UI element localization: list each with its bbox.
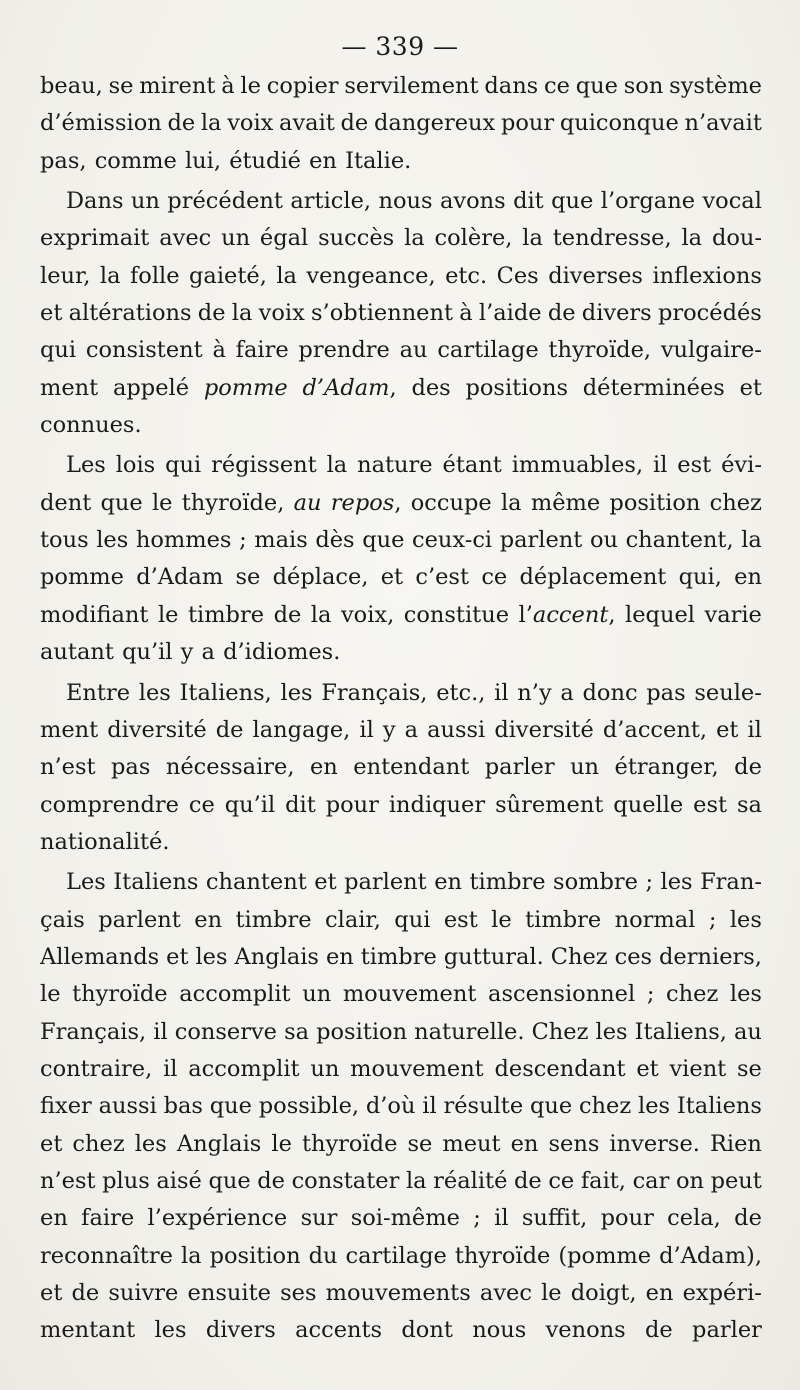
text-line: nationalité.: [40, 828, 170, 855]
body-text: [40, 68, 762, 1350]
text-line: Les lois qui régissent la nature étant immuables, il est évi-: [66, 452, 762, 479]
text-line: contraire, il accomplit un mouvement descendant et vient se: [40, 1055, 762, 1082]
text-line: n’est pas nécessaire, en entendant parler un étranger, de: [40, 754, 762, 781]
text-line: Français, il conserve sa position naturelle. Chez les Italiens, au: [40, 1018, 762, 1045]
text-line: connues.: [40, 412, 142, 439]
text-line: beau, se mirent à le copier servilement dans ce que son système: [40, 73, 762, 99]
text-line: Allemands et les Anglais en timbre guttural. Chez ces derniers,: [40, 943, 762, 970]
text-line: pas, comme lui, étudié en Italie.: [40, 147, 412, 174]
text-line: autant qu’il y a d’idiomes.: [40, 639, 341, 666]
text-line: ment diversité de langage, il y a aussi diversité d’accent, et il: [40, 716, 762, 743]
text-line: ment appelé pomme d’Adam, des positions déterminées et: [40, 374, 762, 401]
text-line: dent que le thyroïde, au repos, occupe la même position chez: [40, 489, 762, 516]
text-line: et chez les Anglais le thyroïde se meut en sens inverse. Rien: [40, 1130, 762, 1157]
text-line: Dans un précédent article, nous avons dit que l’organe vocal: [66, 188, 762, 215]
text-line: çais parlent en timbre clair, qui est le timbre normal ; les: [40, 906, 762, 933]
text-line: Les Italiens chantent et parlent en timbre sombre ; les Fran-: [66, 869, 762, 896]
text-line: qui consistent à faire prendre au cartilage thyroïde, vulgaire-: [40, 337, 762, 364]
text-line: leur, la folle gaieté, la vengeance, etc. Ces diverses inflexions: [40, 262, 762, 289]
page-number: — 339 —: [341, 32, 459, 61]
text-line: n’est plus aisé que de constater la réalité de ce fait, car on peut: [40, 1167, 762, 1194]
text-line: modifiant le timbre de la voix, constitue l’accent, lequel varie: [40, 601, 762, 628]
paragraph: [40, 864, 762, 1349]
text-line: en faire l’expérience sur soi-même ; il suffit, pour cela, de: [40, 1205, 762, 1232]
text-line: et de suivre ensuite ses mouvements avec le doigt, en expéri-: [40, 1280, 762, 1306]
text-line: tous les hommes ; mais dès que ceux-ci parlent ou chantent, la: [40, 527, 762, 554]
text-line: le thyroïde accomplit un mouvement ascensionnel ; chez les: [40, 981, 762, 1008]
text-line: comprendre ce qu’il dit pour indiquer sûrement quelle est sa: [40, 791, 762, 818]
text-line: Entre les Italiens, les Français, etc., il n’y a donc pas seule-: [66, 679, 762, 706]
text-line: mentant les divers accents dont nous venons de parler: [40, 1317, 762, 1344]
text-line: pomme d’Adam se déplace, et c’est ce déplacement qui, en: [40, 564, 762, 591]
paragraph: [40, 675, 762, 862]
text-line: fixer aussi bas que possible, d’où il résulte que chez les Italiens: [40, 1093, 762, 1120]
paragraph: [40, 447, 762, 671]
text-line: exprimait avec un égal succès la colère, la tendresse, la dou-: [40, 225, 762, 252]
paragraph: [40, 183, 762, 444]
paragraph: [40, 68, 762, 180]
text-line: d’émission de la voix avait de dangereux pour quiconque n’avait: [40, 110, 762, 137]
text-line: et altérations de la voix s’obtiennent à l’aide de divers procédés: [40, 300, 762, 327]
text-line: reconnaître la position du cartilage thyroïde (pomme d’Adam),: [40, 1242, 762, 1269]
